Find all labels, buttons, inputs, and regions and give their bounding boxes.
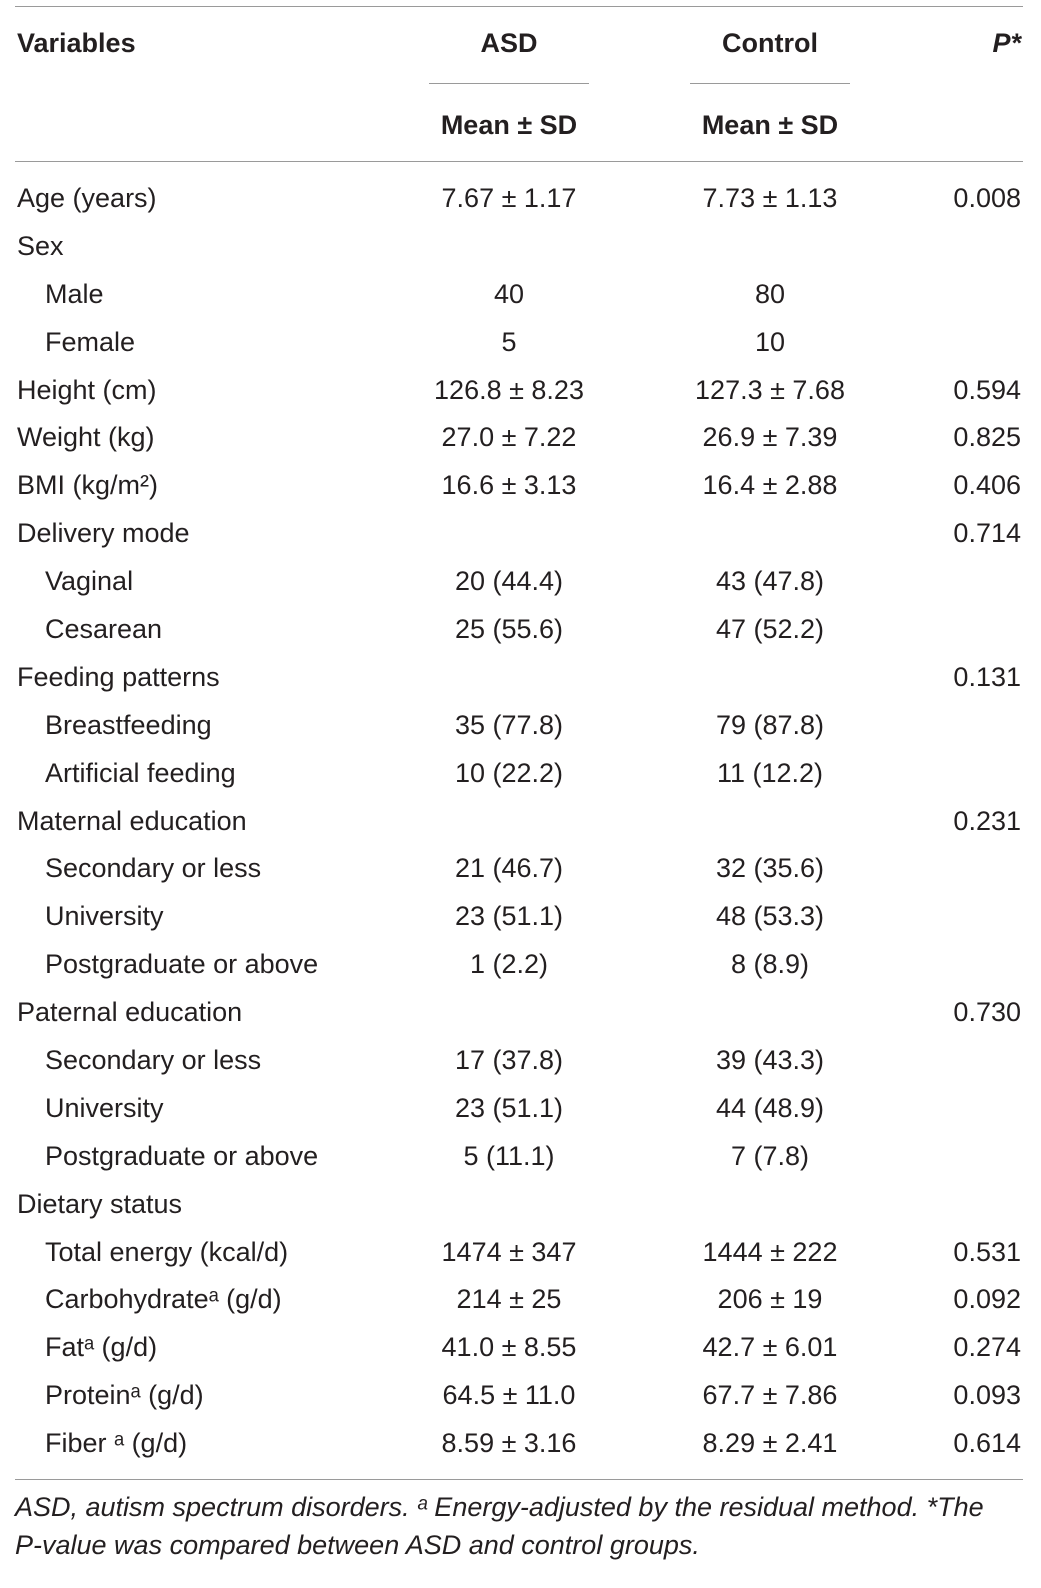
row-label: University [45, 901, 164, 932]
row-p-value: 0.231 [953, 805, 1021, 836]
row-label: Postgraduate or above [45, 949, 319, 980]
row-label: Cesarean [45, 614, 163, 645]
table-row [15, 988, 1023, 1036]
row-asd-value: 40 [493, 278, 525, 309]
row-asd-value: 64.5 ± 11.0 [442, 1380, 576, 1411]
row-control-value: 32 (35.6) [715, 853, 825, 884]
row-label: Maternal education [17, 805, 247, 836]
table-row [15, 701, 1023, 749]
row-label: Dietary status [17, 1188, 183, 1219]
row-asd-value: 20 (44.4) [454, 566, 564, 597]
row-asd-value: 23 (51.1) [454, 1092, 564, 1123]
row-asd-value: 17 (37.8) [454, 1045, 564, 1076]
row-label: BMI (kg/m²) [17, 470, 158, 501]
row-p-value: 0.274 [953, 1332, 1021, 1363]
row-control-value: 39 (43.3) [715, 1045, 825, 1076]
row-asd-value: 214 ± 25 [456, 1284, 562, 1315]
table-row [15, 222, 1023, 270]
row-control-value: 44 (48.9) [715, 1092, 825, 1123]
row-label: Paternal education [17, 997, 243, 1028]
table-row [15, 413, 1023, 461]
row-label: Weight (kg) [17, 422, 155, 453]
header-asd: ASD [480, 28, 538, 58]
row-p-value: 0.131 [953, 661, 1021, 692]
row-label: Proteinᵃ (g/d) [45, 1380, 204, 1411]
bottom-rule [15, 1479, 1023, 1480]
row-label: Breastfeeding [45, 709, 212, 740]
row-control-value: 42.7 ± 6.01 [702, 1332, 838, 1363]
row-label: Female [45, 326, 136, 357]
row-p-value: 0.531 [953, 1236, 1021, 1267]
table-row [15, 461, 1023, 509]
header-asd-mean-sd: Mean ± SD [440, 110, 578, 140]
asd-subheader-rule [429, 83, 589, 84]
row-asd-value: 27.0 ± 7.22 [441, 422, 577, 453]
row-asd-value: 35 (77.8) [454, 709, 564, 740]
table-row [15, 1419, 1023, 1467]
row-control-value: 47 (52.2) [715, 614, 825, 645]
row-label: Postgraduate or above [45, 1140, 319, 1171]
table-row [15, 844, 1023, 892]
row-p-value: 0.714 [953, 518, 1021, 549]
header-control-mean-sd: Mean ± SD [701, 110, 839, 140]
table-row [15, 270, 1023, 318]
top-rule [15, 6, 1023, 7]
row-p-value: 0.825 [953, 422, 1021, 453]
row-asd-value: 1474 ± 347 [441, 1236, 577, 1267]
table-row [15, 557, 1023, 605]
table-row [15, 174, 1023, 222]
row-control-value: 67.7 ± 7.86 [702, 1380, 838, 1411]
row-control-value: 206 ± 19 [717, 1284, 823, 1315]
row-p-value: 0.008 [953, 183, 1021, 213]
row-label: Age (years) [17, 183, 157, 213]
row-asd-value: 23 (51.1) [454, 901, 564, 932]
table-row [15, 940, 1023, 988]
table-row [15, 605, 1023, 653]
row-p-value: 0.594 [953, 374, 1021, 405]
table-footnote [15, 1488, 1030, 1564]
row-p-value: 0.614 [953, 1428, 1021, 1459]
table-row [15, 1084, 1023, 1132]
table-row [15, 1228, 1023, 1276]
table-row [15, 1275, 1023, 1323]
table-row [15, 1132, 1023, 1180]
row-asd-value: 25 (55.6) [454, 614, 564, 645]
row-control-value: 7.73 ± 1.13 [702, 183, 838, 213]
row-control-value: 8.29 ± 2.41 [702, 1428, 838, 1459]
row-label: Carbohydrateᵃ (g/d) [45, 1284, 282, 1315]
row-control-value: 16.4 ± 2.88 [702, 470, 838, 501]
header-control: Control [722, 28, 818, 58]
row-asd-value: 5 [501, 326, 517, 357]
row-control-value: 43 (47.8) [715, 566, 825, 597]
row-asd-value: 5 (11.1) [463, 1140, 555, 1171]
row-control-value: 1444 ± 222 [702, 1236, 838, 1267]
row-label: Artificial feeding [45, 757, 236, 788]
header-variables: Variables [17, 28, 136, 58]
table-body [15, 174, 1023, 1467]
row-asd-value: 16.6 ± 3.13 [441, 470, 577, 501]
row-asd-value: 126.8 ± 8.23 [434, 374, 584, 405]
row-asd-value: 8.59 ± 3.16 [441, 1428, 577, 1459]
table-row [15, 1180, 1023, 1228]
row-control-value: 80 [754, 278, 786, 309]
control-subheader-rule [690, 83, 850, 84]
row-label: Vaginal [45, 566, 134, 597]
table-row [15, 1036, 1023, 1084]
row-label: Total energy (kcal/d) [45, 1236, 289, 1267]
table-row [15, 892, 1023, 940]
row-p-value: 0.406 [953, 470, 1021, 501]
row-asd-value: 10 (22.2) [454, 757, 564, 788]
row-label: Secondary or less [45, 1045, 262, 1076]
row-control-value: 10 [754, 326, 786, 357]
row-label: Sex [17, 230, 64, 261]
footnote-line-1: ASD, autism spectrum disorders. ᵃ Energy-adjusted by the residual method. *The [15, 1492, 984, 1522]
row-p-value: 0.730 [953, 997, 1021, 1028]
row-control-value: 7 (7.8) [730, 1140, 810, 1171]
table-row [15, 318, 1023, 366]
row-label: University [45, 1092, 164, 1123]
footnote-line-2: P-value was compared between ASD and control groups. [15, 1530, 700, 1560]
row-label: Fiber ᵃ (g/d) [45, 1428, 188, 1459]
row-label: Feeding patterns [17, 661, 220, 692]
table-row [15, 1371, 1023, 1419]
table-row [15, 509, 1023, 557]
row-label: Height (cm) [17, 374, 157, 405]
row-control-value: 8 (8.9) [730, 949, 810, 980]
row-label: Secondary or less [45, 853, 262, 884]
row-control-value: 79 (87.8) [715, 709, 825, 740]
row-control-value: 127.3 ± 7.68 [695, 374, 845, 405]
table-row [15, 749, 1023, 797]
table-row [15, 653, 1023, 701]
row-label: Fatᵃ (g/d) [45, 1332, 158, 1363]
row-label: Delivery mode [17, 518, 190, 549]
table-row [15, 366, 1023, 414]
header-bottom-rule [15, 161, 1023, 162]
header-p-value: P* [992, 28, 1021, 58]
row-asd-value: 1 (2.2) [469, 949, 549, 980]
row-asd-value: 7.67 ± 1.17 [441, 183, 577, 213]
row-label: Male [45, 278, 104, 309]
row-asd-value: 41.0 ± 8.55 [441, 1332, 577, 1363]
row-p-value: 0.092 [953, 1284, 1021, 1315]
table-row [15, 1323, 1023, 1371]
table-row [15, 797, 1023, 845]
row-control-value: 11 (12.2) [716, 757, 824, 788]
row-control-value: 26.9 ± 7.39 [702, 422, 838, 453]
row-control-value: 48 (53.3) [715, 901, 825, 932]
row-asd-value: 21 (46.7) [454, 853, 564, 884]
row-p-value: 0.093 [953, 1380, 1021, 1411]
